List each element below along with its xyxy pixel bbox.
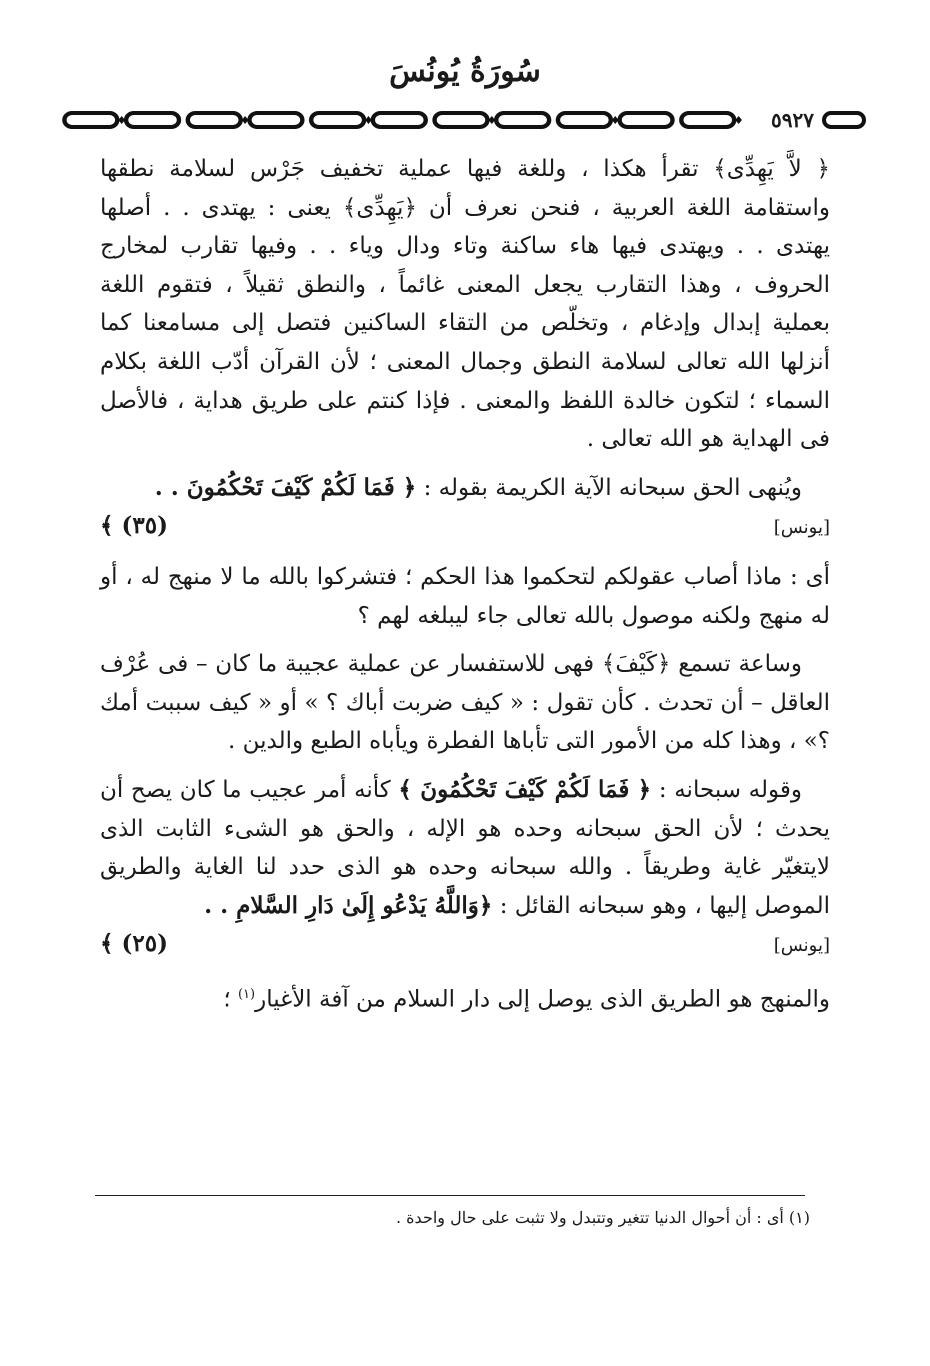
ornamental-border <box>60 108 870 132</box>
verse-reference-line-35 <box>100 507 830 548</box>
surah-title: سُورَةُ يُونُسَ <box>389 54 541 89</box>
paragraph-2-intro: ويُنهى الحق سبحانه الآية الكريمة بقوله : <box>416 474 802 501</box>
paragraph-6 <box>100 976 830 1019</box>
paragraph-6-end: ؛ <box>223 986 238 1013</box>
footnote-marker: (١) <box>237 986 256 1002</box>
main-text <box>100 150 830 1019</box>
footnote-divider <box>95 1195 805 1196</box>
paragraph-4: وساعة تسمع ﴿كَيْفَ﴾ فهى للاستفسار عن عملية عجيبة ما كان – فى عُرْف العاقل – أن تحدث . كأن تقول : « كيف ضربت أباك ؟ » أو « كيف سببت أمك ؟» ، وهذا كله من الأمور التى تأباها الفطرة ويأباه الطبع والدين . <box>100 651 830 755</box>
paragraph-1: ﴿ لاَّ يَهِدِّى﴾ تقرأ هكذا ، وللغة فيها عملية تخفيف جَرْس لسلامة نطقها واستقامة اللغة العربية ، فنحن نعرف أن ﴿يَهِدِّى﴾ يعنى : يهتدى . . أصلها يهتدى . . ويهتدى فيها هاء ساكنة وتاء ودال وياء . . وفيها تقارب لمخارج الحروف ، وهذا التقارب يجعل المعنى غائماً ، والنطق ثقيلاً ، فتقوم اللغة بعملية إبدال وإدغام ، وتخلّص من التقاء الساكنين فتصل إلى مسامعنا كما أنزلها الله تعالى لسلامة النطق وجمال المعنى ؛ لأن القرآن أدّب اللغة بكلام السماء ؛ لتكون خالدة اللفظ والمعنى . فإذا كنتم على طريق هداية ، فالأصل فى الهداية هو الله تعالى . <box>100 156 830 453</box>
sura-reference-25: [يونس] <box>773 935 830 957</box>
paragraph-2 <box>100 469 830 508</box>
paragraph-6-text: والمنهج هو الطريق الذى يوصل إلى دار السلام من آفة الأغيار <box>255 986 830 1013</box>
ornament-left-cap <box>820 108 870 132</box>
page-number: ٥٩٢٧ <box>771 108 814 132</box>
footnote: (١) أى : أن أحوال الدنيا تتغير وتتبدل ولا تثبت على حال واحدة . <box>396 1208 810 1227</box>
quran-verse-25: ﴿وَاللَّهُ يَدْعُو إِلَىٰ دَارِ السَّلامِ . . <box>204 891 493 919</box>
ornament-chain <box>60 108 765 132</box>
paragraph-5-body: كأنه أمر عجيب ما كان يصح أن يحدث ؛ لأن الحق سبحانه وحده هو الإله ، والحق هو الشىء الثابت الذى لايتغيّر غاية وطريقاً . والله سبحانه وحده هو الذى حدد لنا الغاية والطريق الموصل إليها ، وهو سبحانه القائل : <box>100 776 830 919</box>
paragraph-3: أى : ماذا أصاب عقولكم لتحكموا هذا الحكم ؛ فتشركوا بالله ما لا منهج له ، أو له منهج ولكنه موصول بالله تعالى جاء ليبلغه لهم ؟ <box>100 563 830 629</box>
paragraph-5 <box>100 771 830 925</box>
quran-verse-35: ﴿ فَمَا لَكُمْ كَيْفَ تَحْكُمُونَ . . <box>154 473 417 501</box>
quran-verse-35-repeat: ﴿ فَمَا لَكُمْ كَيْفَ تَحْكُمُونَ ﴾ <box>398 775 652 803</box>
paragraph-5-intro: وقوله سبحانه : <box>651 776 803 803</box>
verse-number-25: (٢٥) ﴾ <box>100 930 168 958</box>
sura-reference-35: [يونس] <box>773 517 830 539</box>
page-header <box>60 40 870 140</box>
verse-reference-line-25 <box>100 925 830 966</box>
verse-number-35: (٣٥) ﴾ <box>100 512 168 540</box>
